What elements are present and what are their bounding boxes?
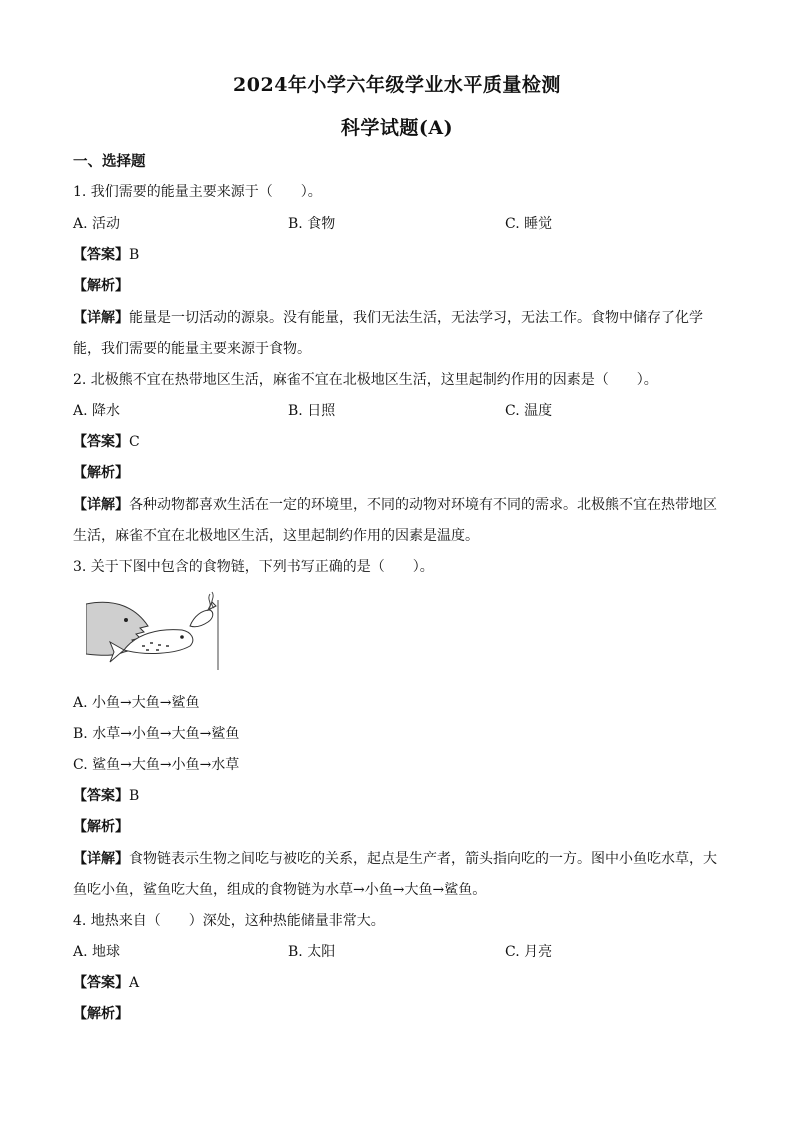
q4-option-c: C. 月亮 <box>505 944 553 960</box>
answer-tag: 【答案】 <box>73 788 129 804</box>
q1-analysis-tag: 【解析】 <box>73 278 129 294</box>
q3-answer <box>73 785 139 805</box>
q3-detail-line-2: 鱼吃小鱼，鲨鱼吃大鱼，组成的食物链为水草→小鱼→大鱼→鲨鱼。 <box>73 882 487 898</box>
q3-option-c: C. 鲨鱼→大鱼→小鱼→水草 <box>73 757 240 773</box>
q3-option-a: A. 小鱼→大鱼→鲨鱼 <box>73 695 200 711</box>
q4-answer <box>73 972 139 992</box>
q1-option-a: A. 活动 <box>73 216 121 232</box>
detail-text: 各种动物都喜欢生活在一定的环境里，不同的动物对环境有不同的需求。北极熊不宜在热带地区 <box>129 497 717 513</box>
detail-text: 能量是一切活动的源泉。没有能量，我们无法生活，无法学习，无法工作。食物中储存了化学 <box>129 310 703 326</box>
question-3-stem: 3. 关于下图中包含的食物链，下列书写正确的是（ ）。 <box>73 559 434 575</box>
q3-option-b: B. 水草→小鱼→大鱼→鲨鱼 <box>73 726 240 742</box>
section-heading: 一、选择题 <box>73 153 146 170</box>
page-subtitle: 科学试题(A) <box>340 117 454 139</box>
q1-answer <box>73 244 139 264</box>
detail-tag: 【详解】 <box>73 497 129 513</box>
q3-detail-line-1 <box>73 848 717 868</box>
question-1-stem: 1. 我们需要的能量主要来源于（ ）。 <box>73 184 322 200</box>
q2-option-a: A. 降水 <box>73 403 121 419</box>
q1-detail-line-2: 能，我们需要的能量主要来源于食物。 <box>73 341 311 357</box>
q3-analysis-tag: 【解析】 <box>73 819 129 835</box>
q2-detail-line-1 <box>73 494 717 514</box>
food-chain-figure <box>86 590 222 670</box>
q1-detail-line-1 <box>73 307 703 327</box>
q1-option-b: B. 食物 <box>288 216 336 232</box>
shark-eye <box>124 618 128 622</box>
answer-value: B <box>129 788 140 804</box>
q4-option-a: A. 地球 <box>73 944 121 960</box>
question-2-stem: 2. 北极熊不宜在热带地区生活，麻雀不宜在北极地区生活，这里起制约作用的因素是（ ）。 <box>73 372 658 388</box>
detail-tag: 【详解】 <box>73 310 129 326</box>
answer-tag: 【答案】 <box>73 247 129 263</box>
answer-value: B <box>129 247 140 263</box>
detail-tag: 【详解】 <box>73 851 129 867</box>
q2-option-b: B. 日照 <box>288 403 336 419</box>
answer-tag: 【答案】 <box>73 975 129 991</box>
q4-option-b: B. 太阳 <box>288 944 336 960</box>
small-fish-shape <box>190 610 213 627</box>
page-title: 2024年小学六年级学业水平质量检测 <box>233 74 561 96</box>
q2-option-c: C. 温度 <box>505 403 553 419</box>
q2-analysis-tag: 【解析】 <box>73 465 129 481</box>
q4-analysis-tag: 【解析】 <box>73 1006 129 1022</box>
q2-detail-line-2: 生活，麻雀不宜在北极地区生活，这里起制约作用的因素是温度。 <box>73 528 479 544</box>
question-4-stem: 4. 地热来自（ ）深处，这种热能储量非常大。 <box>73 913 385 929</box>
q2-answer <box>73 431 140 451</box>
answer-value: A <box>129 975 140 991</box>
answer-value: C <box>129 434 140 450</box>
detail-text: 食物链表示生物之间吃与被吃的关系，起点是生产者，箭头指向吃的一方。图中小鱼吃水草，大 <box>129 851 717 867</box>
q1-option-c: C. 睡觉 <box>505 216 553 232</box>
big-fish-eye <box>180 635 184 639</box>
answer-tag: 【答案】 <box>73 434 129 450</box>
